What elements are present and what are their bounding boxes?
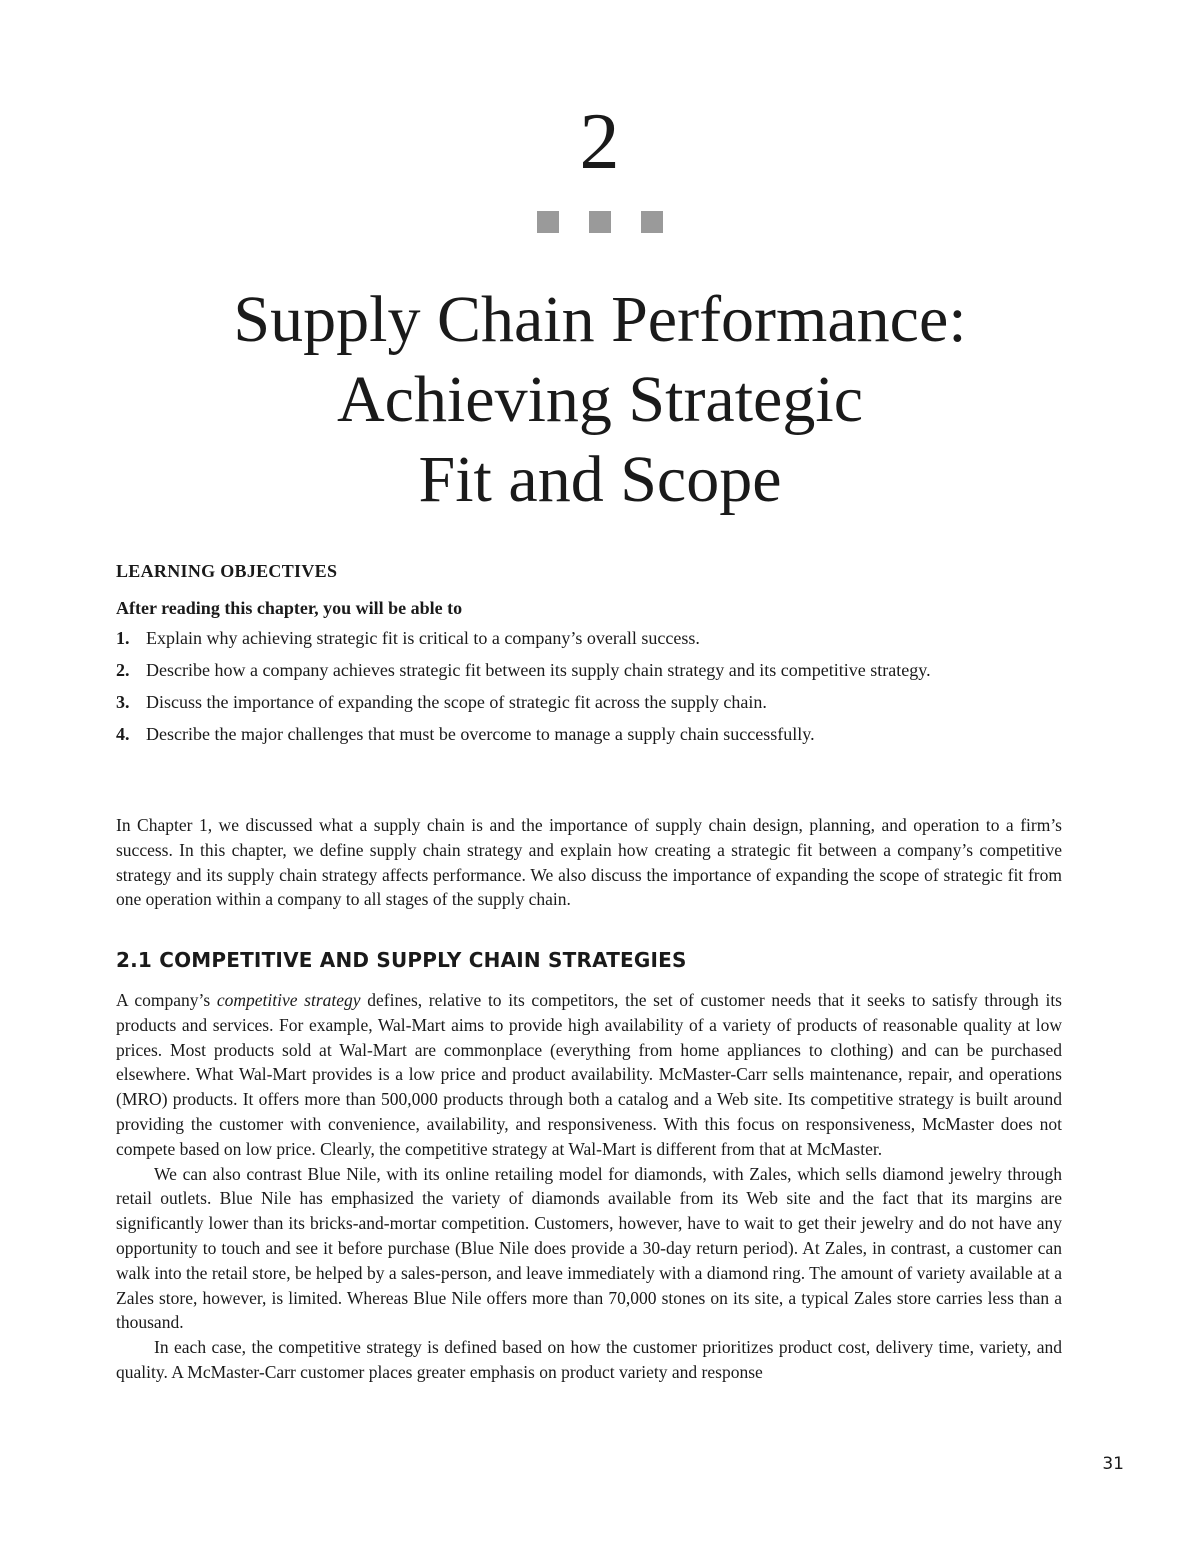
objective-item <box>116 660 1076 692</box>
objective-text: Explain why achieving strategic fit is critical to a company’s overall success. <box>146 628 700 648</box>
objective-number: 3. <box>116 692 130 712</box>
objective-text: Describe the major challenges that must be overcome to manage a supply chain successfully. <box>146 724 815 744</box>
chapter-title-line: Fit and Scope <box>418 443 782 516</box>
ornament-square-icon <box>537 211 559 233</box>
objective-text: Discuss the importance of expanding the scope of strategic fit across the supply chain. <box>146 692 767 712</box>
ornament-square-icon <box>589 211 611 233</box>
objective-item <box>116 692 1076 724</box>
intro-paragraph: In Chapter 1, we discussed what a supply chain is and the importance of supply chain design, planning, and operation to a firm’s success. In this chapter, we define supply chain strategy and explain how creating a strategic fit between a company’s competitive strategy and its supply chain strategy affects performance. We also discuss the importance of expanding the scope of strategic fit from one operation within a company to all stages of the supply chain. <box>116 815 1062 910</box>
objective-item <box>116 724 1076 756</box>
chapter-title-line: Achieving Strategic <box>336 363 863 436</box>
section-heading: 2.1 COMPETITIVE AND SUPPLY CHAIN STRATEGIES <box>116 948 687 972</box>
section-body <box>116 988 1062 1385</box>
chapter-ornament <box>0 211 1200 233</box>
objective-number: 2. <box>116 660 130 680</box>
learning-objectives-intro: After reading this chapter, you will be able to <box>116 598 463 618</box>
section-paragraph <box>116 988 1062 1162</box>
learning-objectives-list <box>116 628 1076 756</box>
chapter-title <box>0 280 1200 520</box>
defined-term: competitive strategy <box>216 990 361 1010</box>
objective-text: Describe how a company achieves strategic fit between its supply chain strategy and its competitive strategy. <box>146 660 931 680</box>
page-number: 31 <box>1102 1454 1124 1474</box>
objective-number: 1. <box>116 628 130 648</box>
paragraph-text: defines, relative to its competitors, the set of customer needs that it seeks to satisfy through its products and services. For example, Wal-Mart aims to provide high availability of a variety of products of reasonable quality at low prices. Most products sold at Wal-Mart are commonplace (everything from home appliances to clothing) and can be purchased elsewhere. What Wal-Mart provides is a low price and product availability. McMaster-Carr sells maintenance, repair, and operations (MRO) products. It offers more than 500,000 products through both a catalog and a Web site. Its competitive strategy is built around providing the customer with convenience, availability, and responsiveness. With this focus on responsiveness, McMaster does not compete based on low price. Clearly, the competitive strategy at Wal-Mart is different from that at McMaster. <box>116 990 1062 1159</box>
chapter-title-line: Supply Chain Performance: <box>233 283 967 356</box>
section-paragraph: We can also contrast Blue Nile, with its online retailing model for diamonds, with Zales, which sells diamond jewelry through retail outlets. Blue Nile has emphasized the variety of diamonds available from its Web site and the fact that its margins are significantly lower than its bricks-and-mortar competition. Customers, however, have to wait to get their jewelry and do not have any opportunity to touch and see it before purchase (Blue Nile does provide a 30-day return period). At Zales, in contrast, a customer can walk into the retail store, be helped by a sales-person, and leave immediately with a diamond ring. The amount of variety available at a Zales store, however, is limited. Whereas Blue Nile offers more than 70,000 stones on its site, a typical Zales store carries less than a thousand. <box>116 1163 1062 1333</box>
paragraph-text: A company’s <box>116 990 217 1010</box>
section-paragraph: In each case, the competitive strategy is defined based on how the customer prioritizes product cost, delivery time, variety, and quality. A McMaster-Carr customer places greater emphasis on product variety and response <box>116 1337 1062 1382</box>
chapter-number: 2 <box>579 98 621 186</box>
objective-number: 4. <box>116 724 130 744</box>
ornament-square-icon <box>641 211 663 233</box>
learning-objectives-heading: LEARNING OBJECTIVES <box>116 561 338 581</box>
objective-item <box>116 628 1076 660</box>
